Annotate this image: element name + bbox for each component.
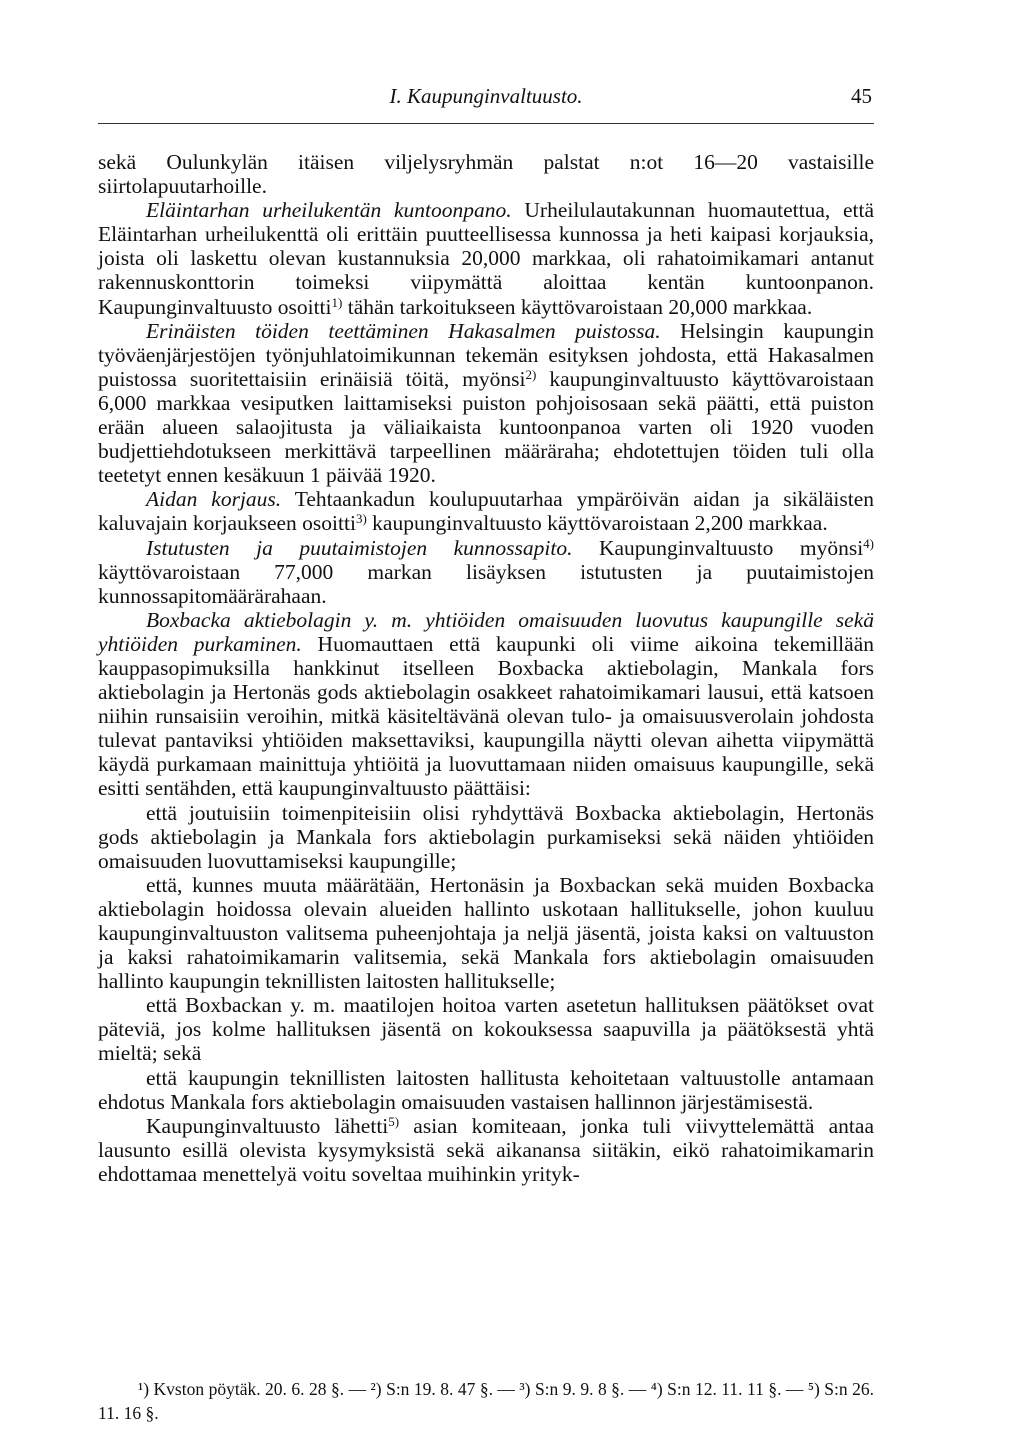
section-heading: Eläintarhan urheilukentän kuntoonpano. xyxy=(146,198,512,223)
running-title: I. Kaupunginvaltuusto. xyxy=(389,84,583,108)
footnote-ref: 1) xyxy=(331,294,343,310)
paragraph-komitea: Kaupunginvaltuusto lähetti$^{5)}$ asian komiteaan, jonka tuli viivyttelemättä antaa lausunto esillä olevista kysymyksistä sekä aikanansa siitäkin, eikö rahatoimikamarin ehdottamaa menettelyä voitu soveltaa muihinkin yrityk- xyxy=(98,1113,874,1186)
paragraph-clause-2: että, kunnes muuta määrätään, Hertonäsin ja Boxbackan sekä muiden Boxbacka aktiebolagin hoidossa olevain alueiden hallinto uskotaan hallitukselle, johon kuuluu kaupunginvaltuuston valitsema puheenjohtaja ja neljä jäsentä, joista kaksi on valtuuston ja kaksi rahatoimikamarin valitsemia, sekä Mankala fors aktiebolagin omaisuuden hallinto kaupungin teknillisten laitosten hallitukselle; xyxy=(98,872,874,994)
paragraph-hakasalmi: Erinäisten töiden teettäminen Hakasalmen puistossa. Helsingin kaupungin työväenjärjestöjen työnjuhlatoimikunnan tekemän esityksen johdosta, että Hakasalmen puistossa suoritettaisiin erinäisiä töitä, myönsi$^{2)}$ kaupunginvaltuusto käyttövaroistaan 6,000 markkaa vesiputken laittamiseksi puiston pohjoisosaan sekä päätti, että puiston erään alueen salaojitusta ja väliaikaista kuntoonpanoa varten oli 1920 vuoden budjettiehdotukseen merkittävä tarpeellinen määräraha; ehdotettujen töiden tuli olla teetetyt ennen kesäkuun 1 päivää 1920. xyxy=(98,318,874,488)
paragraph-clause-4: että kaupungin teknillisten laitosten hallitusta kehoitetaan valtuustolle antamaan ehdotus Mankala fors aktiebolagin omaisuuden vastaisen hallinnon järjestämisestä. xyxy=(98,1065,874,1114)
page-number: 45 xyxy=(851,84,872,108)
footnote-text: ¹) Kvston pöytäk. 20. 6. 28 §. — ²) S:n 19. 8. 47 §. — ³) S:n 9. 9. 8 §. — ⁴) S:n 12. 11. 11 §. — ⁵) S:n 26. 11. 16 §. xyxy=(98,1379,874,1423)
paragraph-intro: sekä Oulunkylän itäisen viljelysryhmän palstat n:ot 16—20 vastaisille siirtolapuutarhoille. xyxy=(98,150,874,199)
section-heading: Erinäisten töiden teettäminen Hakasalmen puistossa. xyxy=(146,318,661,343)
paragraph-clause-3: että Boxbackan y. m. maatilojen hoitoa varten asetetun hallituksen päätökset ovat päteviä, jos kolme hallituksen jäsentä on kokouksessa saapuvilla ja päätöksestä yhtä mieltä; sekä xyxy=(98,993,874,1066)
footnote-ref: 4) xyxy=(863,535,875,551)
section-heading: Aidan korjaus. xyxy=(146,487,282,512)
paragraph-istutukset: Istutusten ja puutaimistojen kunnossapito. Kaupunginvaltuusto myönsi$^{4)}$ käyttövaroistaan 77,000 markan lisäyksen istutusten ja puutaimistojen kunnossapitomäärärahaan. xyxy=(98,535,875,608)
paragraph-aita: Aidan korjaus. Tehtaankadun koulupuutarhaa ympäröivän aidan ja sikäläisten kaluvajain korjaukseen osoitti$^{3)}$ kaupunginvaltuusto käyttövaroistaan 2,200 markkaa. xyxy=(98,487,874,536)
section-heading: Boxbacka aktiebolagin y. m. yhtiöiden omaisuuden luovutus kaupungille sekä yhtiöiden purkaminen. xyxy=(98,607,874,656)
footnote-ref: 3) xyxy=(355,511,367,527)
footnotes xyxy=(98,1377,874,1425)
footnote-ref: 2) xyxy=(525,366,537,382)
header-rule xyxy=(98,123,874,124)
paragraph-boxbacka: Boxbacka aktiebolagin y. m. yhtiöiden omaisuuden luovutus kaupungille sekä yhtiöiden purkaminen. Huomauttaen että kaupunki oli viime aikoina tekemillään kauppasopimuksilla hankkinut itselleen Boxbacka aktiebolagin, Mankala fors aktiebolagin ja Hertonäs gods aktiebolagin osakkeet rahatoimikamari lausui, että katsoen niihin runsaisiin veroihin, mitkä käsiteltävänä olevan tulo- ja omaisuusverolain johdosta tulevat pantaviksi yhtiöiden maksettaviksi, kaupungilla näytti olevan aihetta viipymättä käydä purkamaan mainittuja yhtiöitä ja luovuttamaan niiden omaisuus kaupungille, sekä esitti sentähden, että kaupunginvaltuusto päättäisi: xyxy=(98,607,874,801)
footnote-ref: 5) xyxy=(388,1113,400,1129)
section-heading: Istutusten ja puutaimistojen kunnossapito. xyxy=(146,535,573,560)
paragraph-elaintarha: Eläintarhan urheilukentän kuntoonpano. Urheilulautakunnan huomautettua, että Eläintarhan urheilukenttä oli erittäin puutteellisessa kunnossa ja heti kaipasi korjauksia, joista oli laskettu olevan kustannuksia 20,000 markkaa, oli rahatoimikamari antanut rakennuskonttorin toimeksi viipymättä aloittaa kentän kuntoonpanon. Kaupunginvaltuusto osoitti$^{1)}$ tähän tarkoitukseen käyttövaroistaan 20,000 markkaa. xyxy=(98,198,875,319)
running-header xyxy=(98,84,874,114)
paragraph-clause-1: että joutuisiin toimenpiteisiin olisi ryhdyttävä Boxbacka aktiebolagin, Hertonäs gods aktiebolagin ja Mankala fors aktiebolagin purkamiseksi sekä näiden yhtiöiden omaisuuden luovuttamiseksi kaupungille; xyxy=(98,800,874,873)
body-text xyxy=(98,150,874,1186)
